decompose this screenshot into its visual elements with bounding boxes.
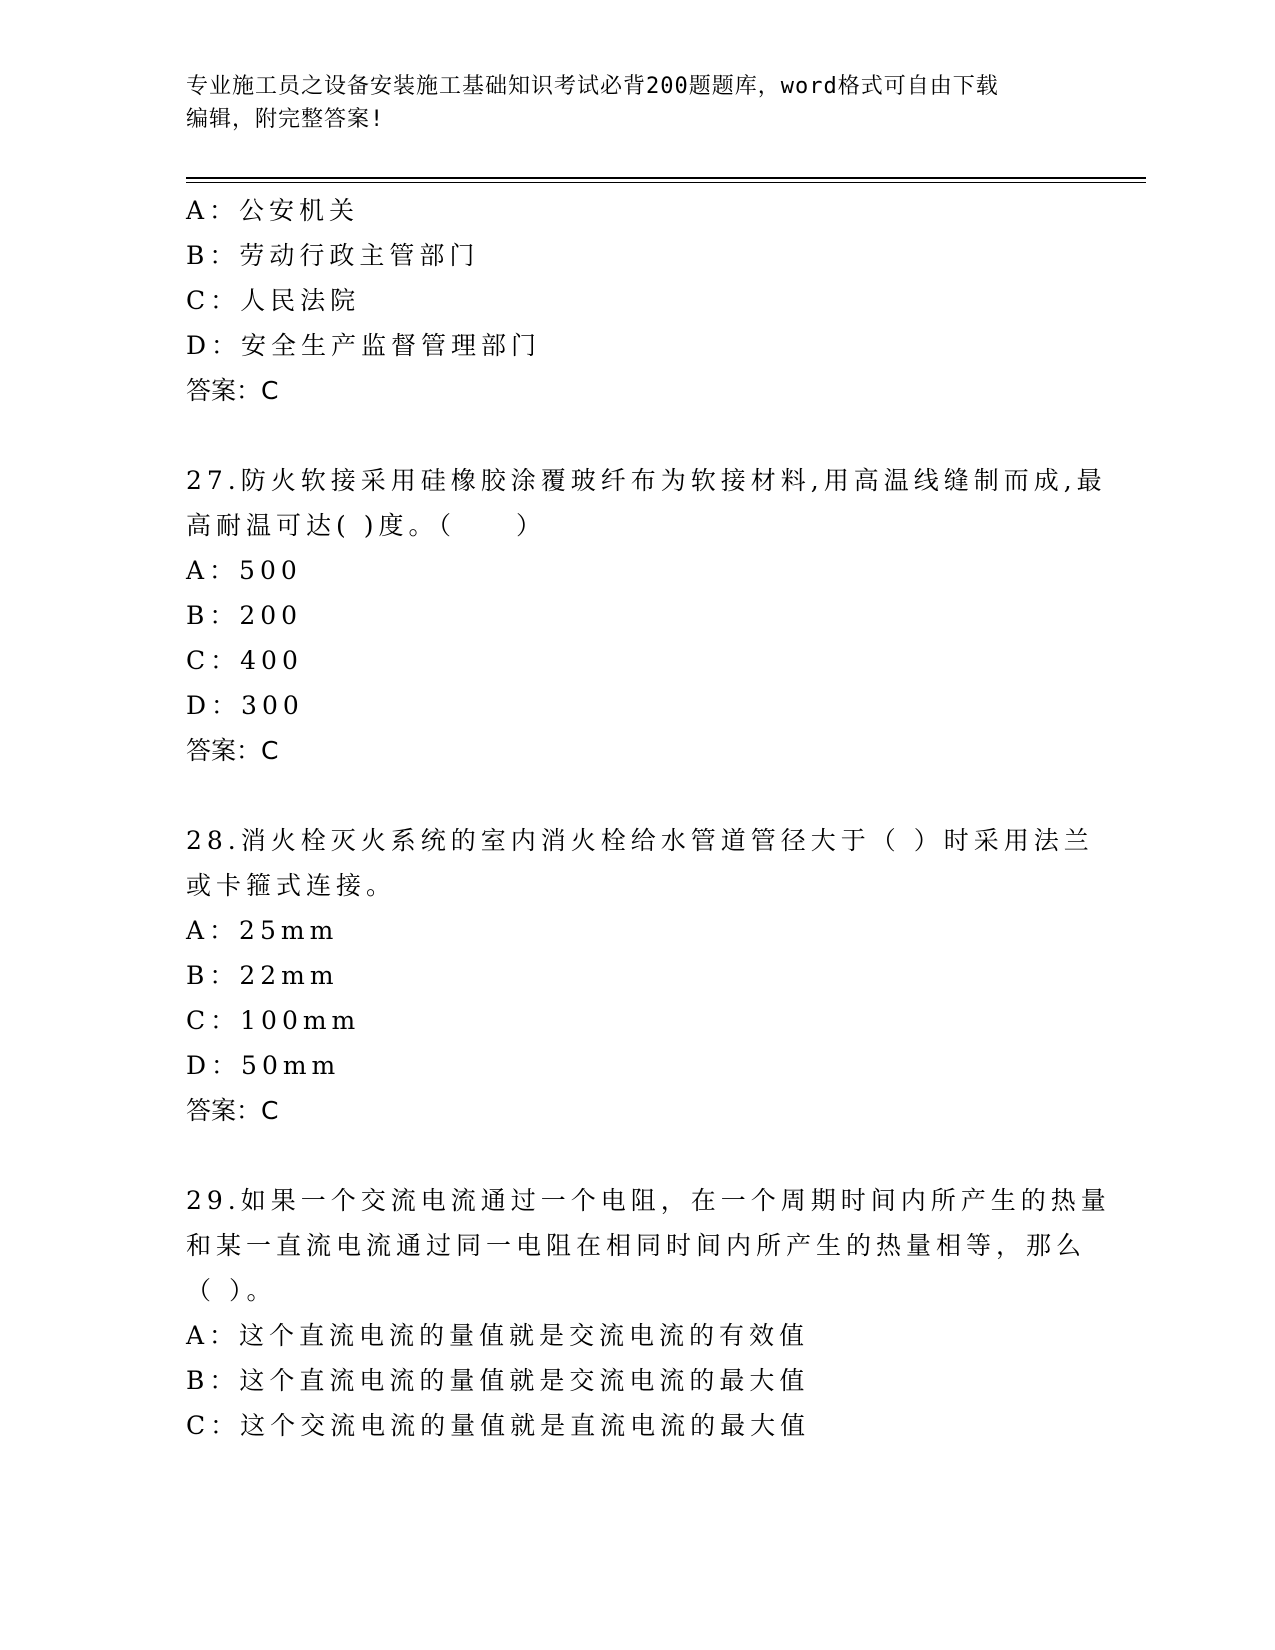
header-line-1: 专业施工员之设备安装施工基础知识考试必背200题题库，word格式可自由下载 [186,74,999,99]
option-a: A：这个直流电流的量值就是交流电流的有效值 [186,1321,810,1350]
question-spacer [186,1133,1086,1178]
option-b: B：200 [186,601,303,630]
question-spacer [186,773,1086,818]
option-d: D：50mm [186,1051,341,1080]
question-29 [186,1178,1111,1448]
header-line-2: 编辑，附完整答案! [186,107,385,132]
option-c: C：这个交流电流的量值就是直流电流的最大值 [186,1411,811,1440]
option-b: B：这个直流电流的量值就是交流电流的最大值 [186,1366,810,1395]
option-a: A：500 [186,556,302,585]
option-d: D：安全生产监督管理部门 [186,331,542,360]
question-list [186,188,1111,1448]
question-stem-line: 或卡箍式连接。 [186,871,397,900]
option-b: B：劳动行政主管部门 [186,241,480,270]
option-c: C：100mm [186,1006,361,1035]
question-28 [186,818,1094,1133]
document-header [186,70,1066,136]
option-c: C：400 [186,646,303,675]
header-rule-thin [186,182,1146,183]
answer: 答案：C [186,1096,279,1125]
option-d: D：300 [186,691,304,720]
question-stem-line: 28.消火栓灭火系统的室内消火栓给水管道管径大于（ ）时采用法兰 [186,826,1094,855]
header-rule-thick [186,177,1146,179]
question-stem-line: （ ）。 [186,1276,277,1305]
question-27 [186,458,1107,773]
option-a: A：公安机关 [186,196,360,225]
question-stem-line: 和某一直流电流通过同一电阻在相同时间内所产生的热量相等，那么 [186,1231,1087,1260]
option-a: A：25mm [186,916,339,945]
option-b: B：22mm [186,961,339,990]
question-stem-line: 29.如果一个交流电流通过一个电阻，在一个周期时间内所产生的热量 [186,1186,1111,1215]
option-c: C：人民法院 [186,286,361,315]
answer: 答案：C [186,736,279,765]
question-stem-line: 27.防火软接采用硅橡胶涂覆玻纤布为软接材料,用高温线缝制而成,最 [186,466,1107,495]
answer: 答案：C [186,376,279,405]
question-stem-line: 高耐温可达( )度。（ ） [186,511,546,540]
question-spacer [186,413,1086,458]
question-26 [186,188,1086,413]
